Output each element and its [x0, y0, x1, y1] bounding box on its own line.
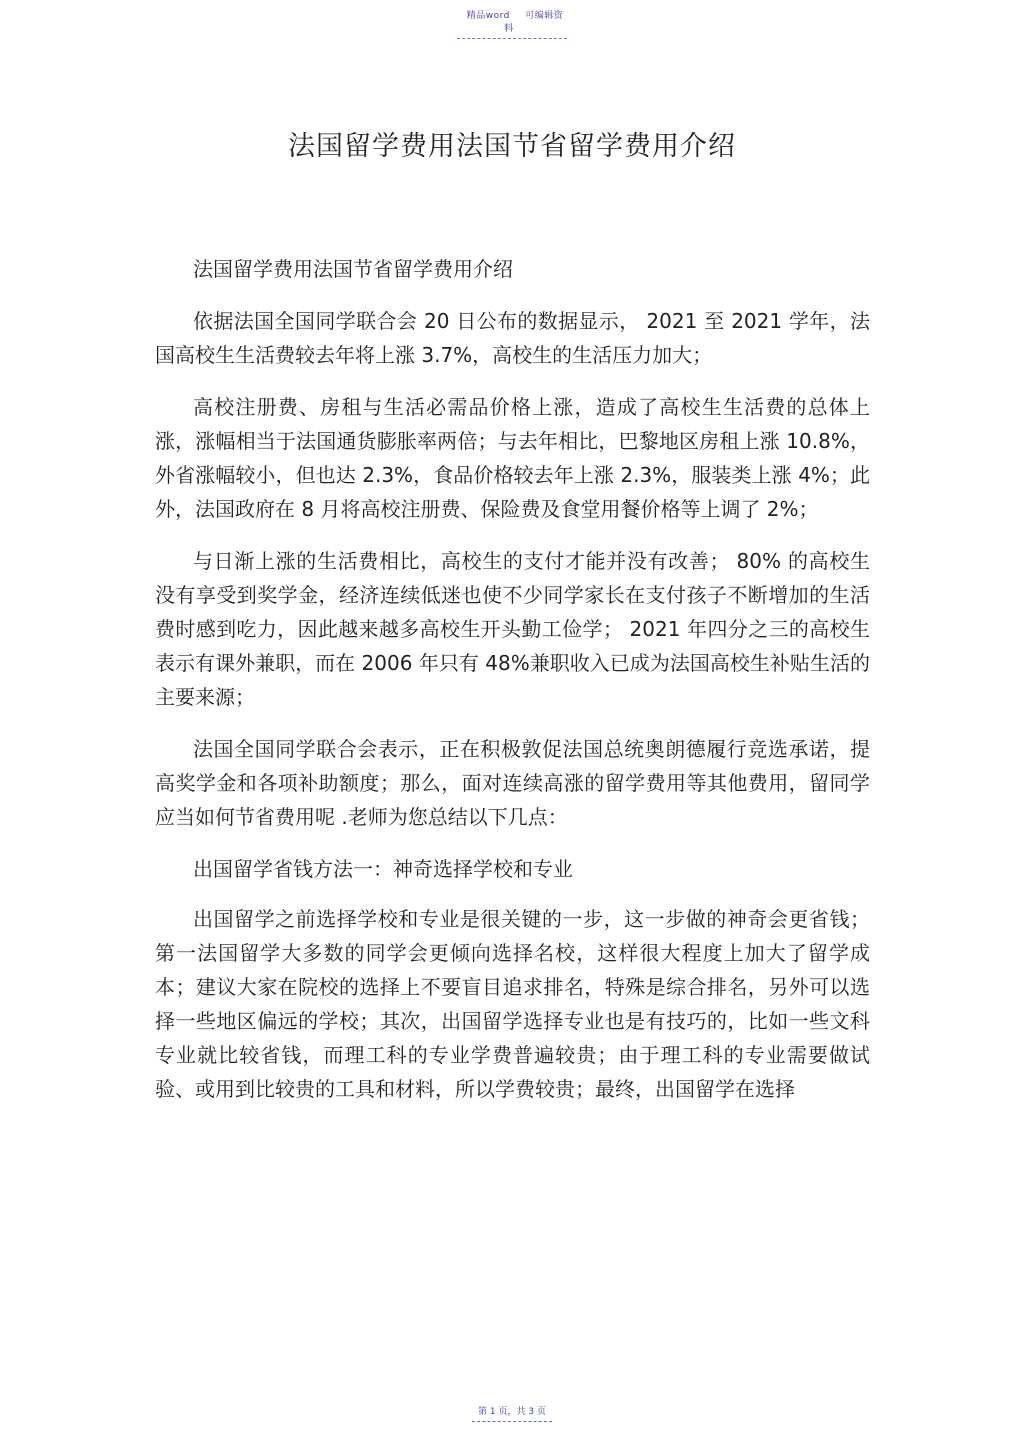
header-watermark — [457, 8, 567, 39]
header-left-text: 精品word — [466, 11, 510, 21]
document-title: 法国留学费用法国节省留学费用介绍 — [288, 131, 736, 162]
page-number: 第 1 页，共 3 页 — [472, 1404, 552, 1422]
paragraph-union-statement: 法国全国同学联合会表示，正在积极敦促法国总统奥朗德履行竞选承诺，提高奖学金和各项补助额度；那么，面对连续高涨的留学费用等其他费用，留同学应当如何节省费用呢 .老师为您总结以下几点： — [155, 737, 870, 829]
paragraph-school-major: 出国留学之前选择学校和专业是很关键的一步，这一步做的神奇会更省钱；第一法国留学大多数的同学会更倾向选择名校，这样很大程度上加大了留学成本；建议大家在院校的选择上不要盲目追求排名，特殊是综合排名，另外可以选择一些地区偏远的学校；其次，出国留学选择专业也是有技巧的，比如一些文科专业就比较省钱，而理工科的专业学费普遍较贵；由于理工科的专业需要做试验、或用到比较贵的工具和材料，所以学费较贵；最终，出国留学在选择 — [155, 907, 870, 1101]
document-body — [155, 252, 870, 1124]
paragraph-subtitle: 法国留学费用法国节省留学费用介绍 — [193, 257, 513, 281]
header-right-text: 可编辑资料 — [504, 11, 564, 34]
paragraph-cost-increase: 高校注册费、房租与生活必需品价格上涨，造成了高校生生活费的总体上涨，涨幅相当于法国通货膨胀率两倍；与去年相比，巴黎地区房租上涨 10.8%，外省涨幅较小，但也达 2.3%，食品价格较去年上涨 2.3%，服装类上涨 4%；此外，法国政府在 8 月将高校注册费、保险费及食堂用餐价格等上调了 2%； — [155, 395, 870, 521]
page-footer — [0, 1399, 1024, 1422]
section-heading-method-one: 出国留学省钱方法一：神奇选择学校和专业 — [193, 857, 573, 881]
page-header — [0, 8, 1024, 39]
paragraph-payment-ability: 与日渐上涨的生活费相比，高校生的支付才能并没有改善； 80% 的高校生没有享受到奖学金，经济连续低迷也使不少同学家长在支付孩子不断增加的生活费时感到吃力，因此越来越多高校生开头勤工俭学； 2021 年四分之三的高校生表示有课外兼职，而在 2006 年只有 48%兼职收入已成为法国高校生补贴生活的主要来源； — [155, 549, 870, 709]
paragraph-statistics: 依据法国全国同学联合会 20 日公布的数据显示， 2021 至 2021 学年，法国高校生生活费较去年将上涨 3.7%，高校生的生活压力加大； — [155, 309, 870, 367]
